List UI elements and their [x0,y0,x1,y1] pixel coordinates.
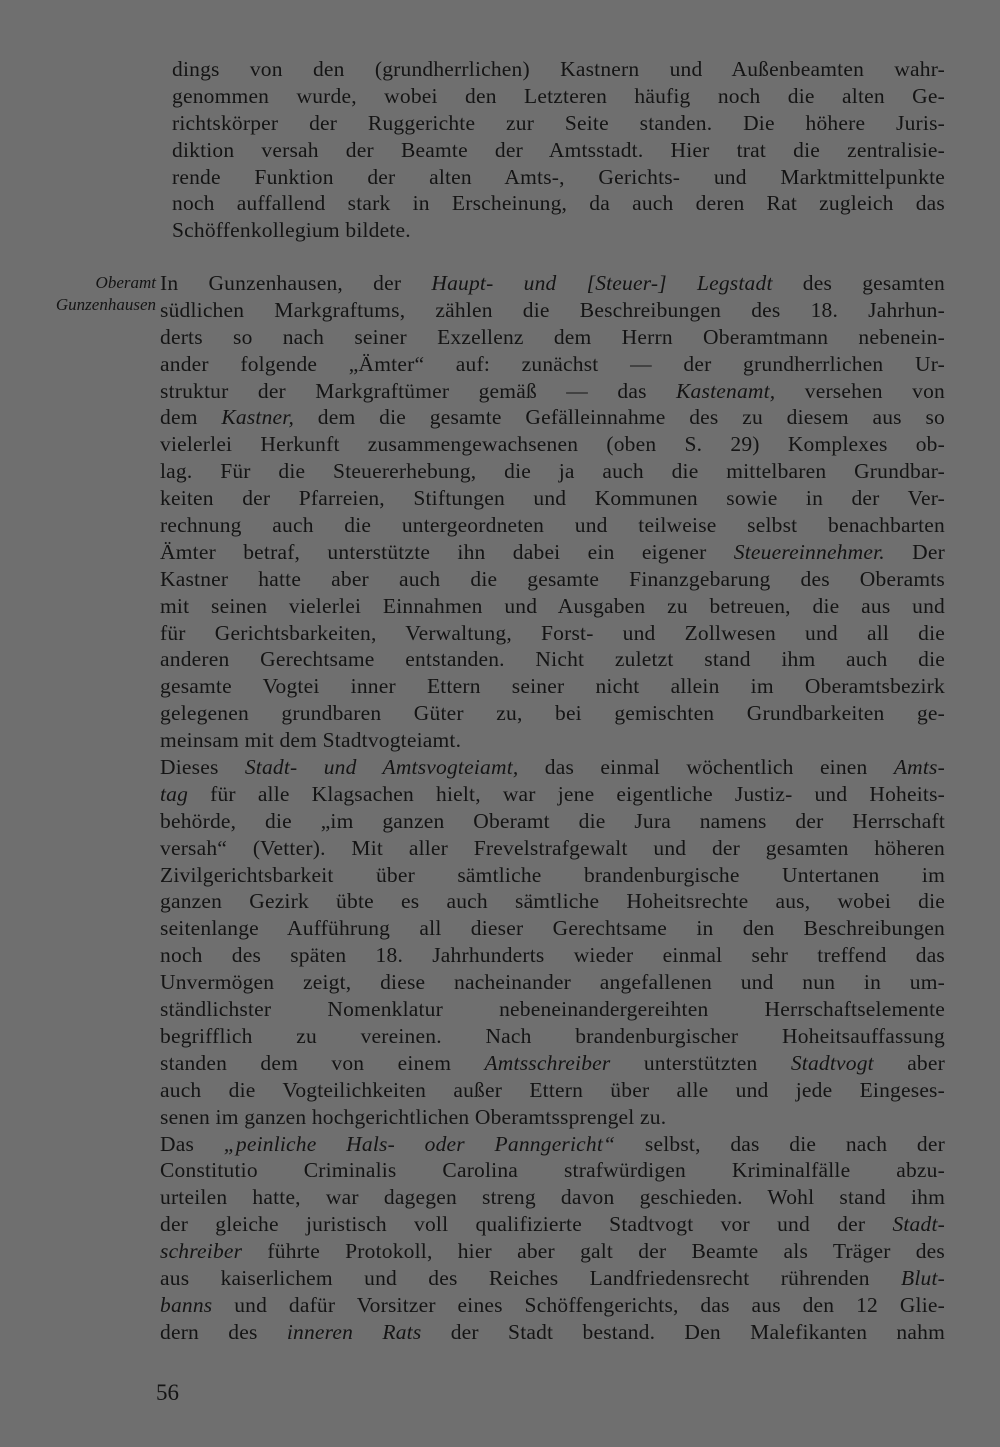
text-line: genommen wurde, wobei den Letzteren häufig noch die alten Ge- [172,83,945,108]
text-segment: rechnung auch die untergeordneten und teilweise selbst benachbarten [160,513,945,538]
text-line [160,969,945,996]
text-segment: gelegenen grundbaren Güter zu, bei gemischten Grundbarkeiten ge- [160,701,945,726]
text-line [160,378,945,405]
text-line [160,458,945,485]
italic-term: inneren Rats [286,1319,422,1344]
text-segment: seitenlange Aufführung all dieser Gerechtsame in den Beschreibungen [160,916,945,941]
text-segment: derts so nach seiner Exzellenz dem Herrn Oberamtmann nebenein- [160,324,945,349]
text-line [160,673,945,700]
text-segment: noch des späten 18. Jahrhunderts wieder einmal sehr treffend das [160,943,945,968]
text-line [160,1077,945,1104]
text-segment: führte Protokoll, hier aber galt der Beamte als Träger des [242,1239,945,1264]
text-segment: Das [160,1131,224,1156]
text-line [160,1265,945,1292]
text-line [160,351,945,378]
text-line [160,297,945,324]
margin-note-line: Gunzenhausen [55,295,156,314]
italic-term: Stadt- und Amtsvogteiamt, [244,755,519,780]
text-segment: Der [884,539,946,564]
text-segment: anderen Gerechtsame entstanden. Nicht zuletzt stand ihm auch die [160,647,945,672]
text-line [160,512,945,539]
text-line [160,1104,945,1131]
text-line [160,942,945,969]
text-segment: standen dem von einem [160,1050,485,1075]
italic-term: Kastner, [221,405,295,430]
text-segment: südlichen Markgraftums, zählen die Beschreibungen des 18. Jahrhun- [160,297,945,322]
text-line [160,593,945,620]
text-segment: das einmal wöchentlich einen [518,755,894,780]
text-segment: begrifflich zu vereinen. Nach brandenburgischer Hoheitsauffassung [160,1023,945,1048]
text-segment: keiten der Pfarreien, Stiftungen und Kommunen sowie in der Ver- [160,486,945,511]
italic-term: tag [160,781,189,806]
text-line [160,1023,945,1050]
text-line [160,808,945,835]
text-line: noch auffallend stark in Erscheinung, da auch deren Rat zugleich das [172,191,945,216]
text-segment: für alle Klagsachen hielt, war jene eigentliche Justiz- und Hoheits- [188,781,945,806]
italic-term: schreiber [160,1239,243,1264]
text-line [160,485,945,512]
text-segment: versah“ (Vetter). Mit aller Frevelstrafgewalt und der gesamten höheren [160,835,945,860]
text-segment: ganzen Gezirk übte es auch sämtliche Hoheitsrechte aus, wobei die [160,889,945,914]
text-line [160,566,945,593]
text-segment: Kastner hatte aber auch die gesamte Finanzgebarung des Oberamts [160,566,945,591]
text-segment: Unvermögen zeigt, diese nacheinander angefallenen und nun in um- [160,970,945,995]
text-line: dings von den (grundherrlichen) Kastnern und Außenbeamten wahr- [172,57,945,81]
text-line [160,1319,945,1346]
text-segment: mit seinen vielerlei Einnahmen und Ausgaben zu betreuen, die aus und [160,593,945,618]
text-line [160,1211,945,1238]
italic-term: Amtsschreiber [484,1050,611,1075]
text-segment: Dieses [160,755,245,780]
text-segment: der gleiche juristisch voll qualifizierte Stadtvogt vor und der [160,1212,893,1237]
text-segment: versehen von [775,378,945,403]
text-segment: In Gunzenhausen, der [160,271,432,295]
italic-term: Blut- [901,1265,945,1290]
text-line [160,539,945,566]
text-line: Schöffenkollegium bildete. [172,218,411,243]
page-number: 56 [156,1380,179,1405]
text-line: richtskörper der Ruggerichte zur Seite standen. Die höhere Juris- [172,110,945,135]
text-segment: gesamte Vogtei inner Ettern seiner nicht allein im Oberamtsbezirk [160,674,945,699]
text-segment: aus kaiserlichem und des Reiches Landfriedensrecht rührenden [160,1265,901,1290]
italic-term: Haupt- und [Steuer-] Legstadt [431,271,773,295]
text-segment: lag. Für die Steuererhebung, die ja auch die mittelbaren Grundbar- [160,459,945,484]
text-line: diktion versah der Beamte der Amtsstadt. Hier trat die zentralisie- [172,137,945,162]
text-line [160,1157,945,1184]
text-line [160,700,945,727]
text-line [160,431,945,458]
italic-term: Steuereinnehmer. [733,539,885,564]
text-segment: dem die gesamte Gefälleinnahme des zu diesem aus so [294,405,946,430]
text-segment: für Gerichtsbarkeiten, Verwaltung, Forst- und Zollwesen und all die [160,620,945,645]
text-line [160,727,945,754]
text-line [160,1131,945,1158]
text-segment: dern des [160,1319,287,1344]
text-segment: und dafür Vorsitzer eines Schöffengerichts, das aus den 12 Glie- [212,1292,945,1317]
italic-term: Kastenamt, [676,378,776,403]
text-line [160,1184,945,1211]
text-segment: ständlichster Nomenklatur nebeneinandergereihten Herrschaftselemente [160,997,945,1022]
paragraph-continuation [172,56,945,244]
margin-note [20,272,156,316]
text-segment: der Stadt bestand. Den Malefikanten nahm [421,1319,945,1344]
text-segment: behörde, die „im ganzen Oberamt die Jura namens der Herrschaft [160,808,945,833]
text-segment: Constitutio Criminalis Carolina strafwürdigen Kriminalfälle abzu- [160,1158,945,1183]
text-line [160,915,945,942]
text-line [160,1050,945,1077]
text-line [160,1292,945,1319]
text-line [160,888,945,915]
text-line [160,620,945,647]
text-segment: vielerlei Herkunft zusammengewachsenen (oben S. 29) Komplexes ob- [160,432,945,457]
text-segment: dem [160,405,222,430]
text-segment: unterstützten [610,1050,791,1075]
italic-term: banns [160,1292,213,1317]
text-line [160,1238,945,1265]
text-line [160,996,945,1023]
text-line [160,781,945,808]
text-line [160,404,945,431]
text-segment: struktur der Markgraftümer gemäß — das [160,378,677,403]
text-segment: selbst, das die nach der [615,1131,945,1156]
text-line [160,754,945,781]
text-segment: auch die Vogteilichkeiten außer Ettern über alle und jede Eingeses- [160,1077,945,1102]
text-segment: meinsam mit dem Stadtvogteiamt. [160,728,462,753]
italic-term: Stadt- [892,1212,945,1237]
text-line [160,270,945,297]
italic-term: Stadtvogt [790,1050,874,1075]
margin-note-line: Oberamt [95,273,156,292]
text-segment: ander folgende „Ämter“ auf: zunächst — der grundherrlichen Ur- [160,351,945,376]
italic-term: Amts- [893,755,945,780]
text-segment: des gesamten [772,271,945,295]
main-text-section [160,270,945,1346]
text-line [160,646,945,673]
text-segment: senen im ganzen hochgerichtlichen Oberamtssprengel zu. [160,1104,667,1129]
text-line [160,835,945,862]
text-segment: Ämter betraf, unterstützte ihn dabei ein eigener [160,539,734,564]
italic-term: „peinliche Hals- oder Panngericht“ [223,1131,616,1156]
text-line: rende Funktion der alten Amts-, Gerichts- und Marktmittelpunkte [172,164,945,189]
text-segment: aber [873,1050,945,1075]
text-line [160,862,945,889]
text-segment: Zivilgerichtsbarkeit über sämtliche brandenburgische Untertanen im [160,862,945,887]
text-segment: urteilen hatte, war dagegen streng davon geschieden. Wohl stand ihm [160,1185,945,1210]
text-line [160,324,945,351]
